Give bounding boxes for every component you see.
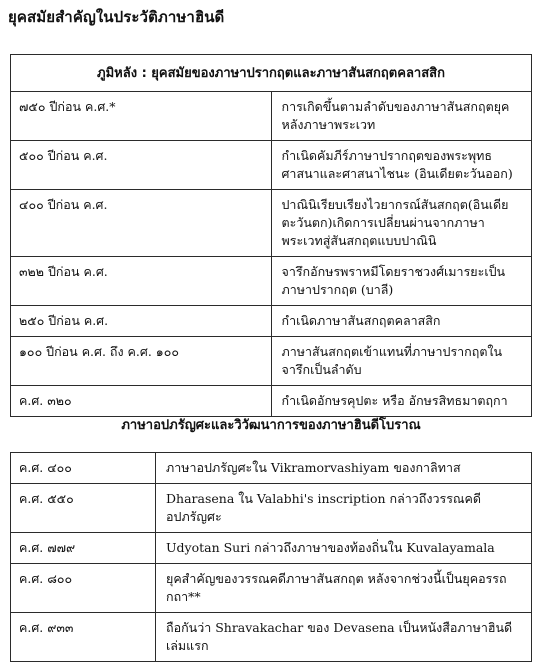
date-cell: ค.ศ. ๙๓๓ bbox=[11, 613, 156, 662]
event-cell: กำเนิดคัมภีร์ภาษาปรากฤตของพระพุทธศาสนาและศาสนาไชนะ (อินเดียตะวันออก) bbox=[271, 141, 532, 190]
table-row bbox=[11, 257, 532, 306]
date-cell: ๔๐๐ ปีก่อน ค.ศ. bbox=[11, 190, 272, 257]
event-cell: การเกิดขึ้นตามลำดับของภาษาสันสกฤตยุคหลังภาษาพระเวท bbox=[271, 92, 532, 141]
event-cell: ภาษาอปภรัญศะใน Vikramorvashiyam ของกาลิทาส bbox=[156, 453, 532, 484]
date-cell: ค.ศ. ๓๒๐ bbox=[11, 386, 272, 417]
table-row bbox=[11, 453, 532, 484]
table-row bbox=[11, 190, 532, 257]
table-row bbox=[11, 386, 532, 417]
event-cell: Udyotan Suri กล่าวถึงภาษาของท้องถิ่นใน Kuvalayamala bbox=[156, 533, 532, 564]
date-cell: ๗๕๐ ปีก่อน ค.ศ.* bbox=[11, 92, 272, 141]
event-cell: กำเนิดอักษรคุปตะ หรือ อักษรสิทธมาตฤกา bbox=[271, 386, 532, 417]
date-cell: ๕๐๐ ปีก่อน ค.ศ. bbox=[11, 141, 272, 190]
table-row bbox=[11, 141, 532, 190]
date-cell: ๑๐๐ ปีก่อน ค.ศ. ถึง ค.ศ. ๑๐๐ bbox=[11, 337, 272, 386]
timeline-table-apabhramsha-era bbox=[10, 452, 532, 662]
page-title: ยุคสมัยสำคัญในประวัติภาษาฮินดี bbox=[8, 8, 225, 26]
event-cell: กำเนิดภาษาสันสกฤตคลาสสิก bbox=[271, 306, 532, 337]
table-row bbox=[11, 564, 532, 613]
date-cell: ๒๕๐ ปีก่อน ค.ศ. bbox=[11, 306, 272, 337]
table-row bbox=[11, 484, 532, 533]
date-cell: ค.ศ. ๔๐๐ bbox=[11, 453, 156, 484]
table-row bbox=[11, 306, 532, 337]
section-heading: ภูมิหลัง : ยุคสมัยของภาษาปรากฤตและภาษาสันสกฤตคลาสสิก bbox=[11, 55, 532, 92]
event-cell: ถือกันว่า Shravakachar ของ Devasena เป็นหนังสือภาษาฮินดีเล่มแรก bbox=[156, 613, 532, 662]
date-cell: ค.ศ. ๘๐๐ bbox=[11, 564, 156, 613]
event-cell: Dharasena ใน Valabhi's inscription กล่าวถึงวรรณคดีอปภรัญศะ bbox=[156, 484, 532, 533]
table-row bbox=[11, 337, 532, 386]
event-cell: ปาณินิเรียบเรียงไวยากรณ์สันสกฤต(อินเดียตะวันตก)เกิดการเปลี่ยนผ่านจากภาษาพระเวทสู่สันสกฤตแบบปาณินิ bbox=[271, 190, 532, 257]
section-heading: ภาษาอปภรัญศะและวิวัฒนาการของภาษาฮินดีโบราณ bbox=[121, 418, 421, 433]
timeline-table-background-era bbox=[10, 54, 532, 417]
date-cell: ๓๒๒ ปีก่อน ค.ศ. bbox=[11, 257, 272, 306]
event-cell: ภาษาสันสกฤตเข้าแทนที่ภาษาปรากฤตในจารึกเป็นลำดับ bbox=[271, 337, 532, 386]
table-row bbox=[11, 533, 532, 564]
date-cell: ค.ศ. ๗๗๙ bbox=[11, 533, 156, 564]
event-cell: จารึกอักษรพราหมีโดยราชวงศ์เมารยะเป็นภาษาปรากฤต (บาลี) bbox=[271, 257, 532, 306]
event-cell: ยุคสำคัญของวรรณคดีภาษาสันสกฤต หลังจากช่วงนี้เป็นยุคอรรถกถา** bbox=[156, 564, 532, 613]
table-row bbox=[11, 92, 532, 141]
table-row bbox=[11, 613, 532, 662]
date-cell: ค.ศ. ๕๕๐ bbox=[11, 484, 156, 533]
